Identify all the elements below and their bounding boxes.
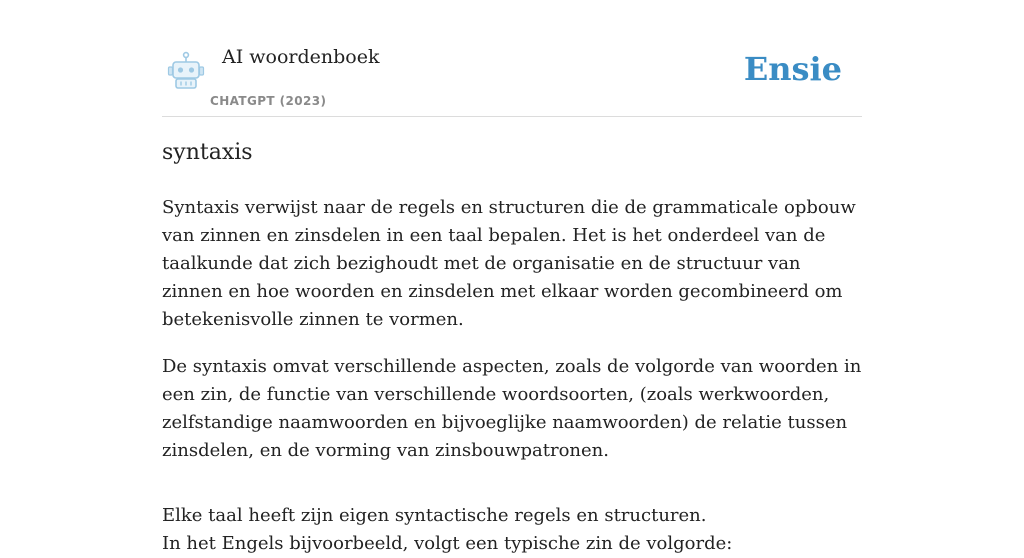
definition-paragraph-2: De syntaxis omvat verschillende aspecten, zoals de volgorde van woorden in een zin, de functie van verschillende woordsoorten, (zoals werkwoorden, zelfstandige naamwoorden en bijvoeglijke naamwoorden) de relatie tussen zinsdelen, en de vorming van zinsbouwpatronen. — [162, 356, 862, 461]
robot-icon — [166, 52, 206, 90]
source-subtitle: CHATGPT (2023) — [210, 94, 327, 108]
definition-paragraph-1: Syntaxis verwijst naar de regels en structuren die de grammaticale opbouw van zinnen en zinsdelen in een taal bepalen. Het is het onderdeel van de taalkunde dat zich bezighoudt met de organisatie en de structuur van zinnen en hoe woorden en zinsdelen met elkaar worden gecombineerd om betekenisvolle zinnen te vormen. — [162, 197, 856, 330]
definition-paragraph-3-line-2: In het Engels bijvoorbeeld, volgt een typische zin de volgorde: — [162, 533, 733, 554]
entry-page — [162, 0, 862, 554]
definition-paragraph-3-line-1: Elke taal heeft zijn eigen syntactische regels en structuren. — [162, 505, 707, 526]
source-title[interactable]: AI woordenboek — [222, 46, 380, 68]
entry-term: syntaxis — [162, 140, 253, 165]
entry-definition — [162, 194, 862, 558]
brand-logo[interactable]: Ensie — [743, 50, 842, 88]
definition-paragraph-3 — [162, 502, 862, 558]
entry-header — [162, 0, 862, 117]
